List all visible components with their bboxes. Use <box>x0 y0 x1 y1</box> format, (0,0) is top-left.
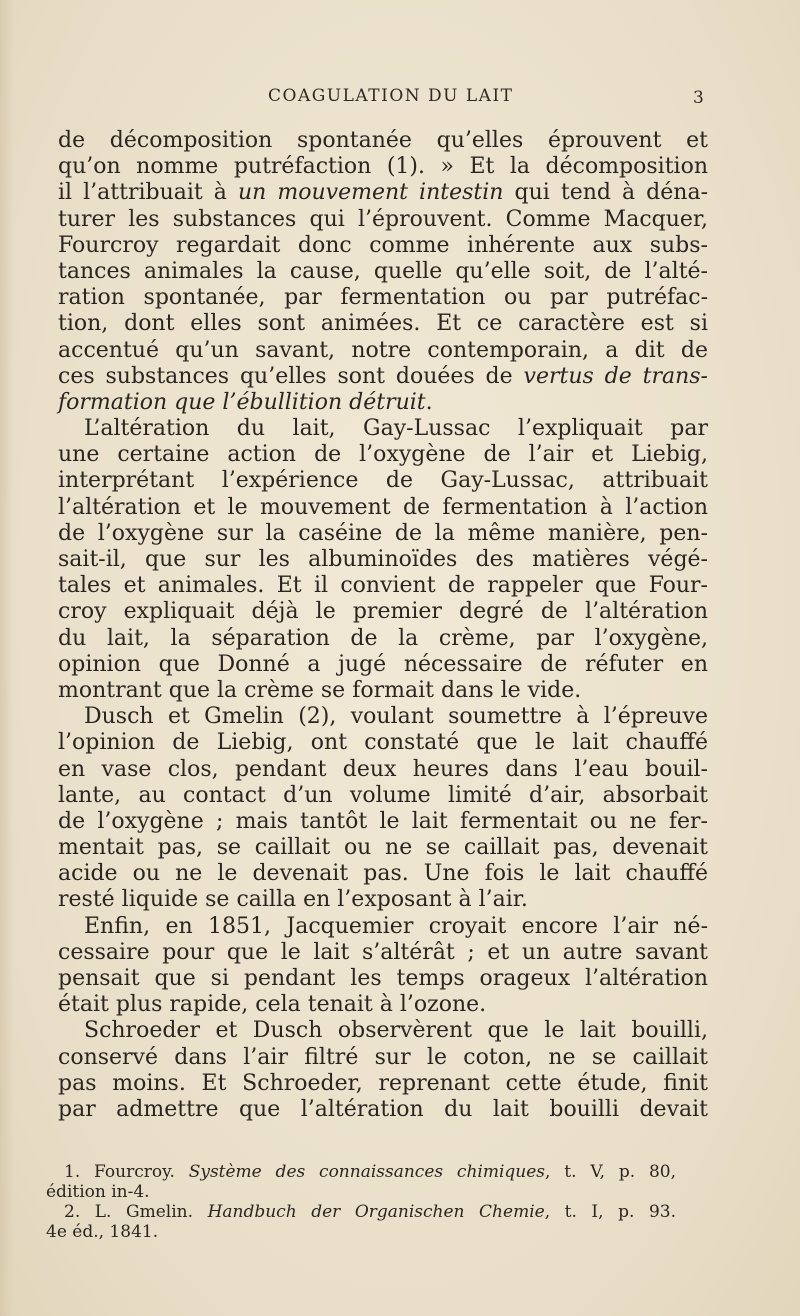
text-line: opinion que Donné a jugé nécessaire de réfuter en <box>58 651 708 677</box>
text-line <box>58 364 708 390</box>
text-line: tances animales la cause, quelle qu’elle soit, de l’alté- <box>58 258 708 284</box>
running-title: COAGULATION DU LAIT <box>268 86 514 106</box>
footnote-line <box>46 1162 676 1182</box>
text-line: Dusch et Gmelin (2), voulant soumettre à l’épreuve <box>84 704 708 730</box>
page-number: 3 <box>693 88 704 108</box>
text-line: conservé dans l’air filtré sur le coton, ne se caillait <box>58 1044 708 1070</box>
footnotes <box>46 1162 676 1242</box>
text-line: par admettre que l’altération du lait bouilli devait <box>58 1096 708 1122</box>
text-segment: il l’attribuait à <box>58 180 238 206</box>
text-line <box>58 180 708 206</box>
text-segment: 2. L. Gmelin. <box>64 1202 208 1222</box>
text-segment: édition in-4. <box>46 1182 150 1202</box>
italic-text: formation que l’ébullition détruit <box>58 389 426 415</box>
text-line: du lait, la séparation de la crème, par l’oxygène, <box>58 625 708 651</box>
footnote-line <box>46 1182 676 1202</box>
text-line: tion, dont elles sont animées. Et ce caractère est si <box>58 311 708 337</box>
italic-text: un mouvement intestin <box>237 180 504 206</box>
text-line: croy expliquait déjà le premier degré de l’altération <box>58 599 708 625</box>
italic-text: Système des connaissances chimiques <box>188 1162 546 1182</box>
text-line: pensait que si pendant les temps orageux l’altération <box>58 966 708 991</box>
text-line: turer les substances qui l’éprouvent. Comme Macquer, <box>58 206 708 232</box>
page-header <box>0 86 800 112</box>
text-line: ration spontanée, par fermentation ou par putréfac- <box>58 285 708 311</box>
text-line: sait-il, que sur les albuminoïdes des matières végé- <box>58 547 708 572</box>
text-segment: ces substances qu’elles sont douées de <box>58 363 524 389</box>
text-line: acide ou ne le devenait pas. Une fois le lait chauffé <box>58 861 708 887</box>
text-line: Fourcroy regardait donc comme inhérente aux subs- <box>58 232 708 258</box>
text-segment: , t. V, p. 80, <box>545 1162 676 1182</box>
text-segment: qui tend à déna- <box>503 180 709 206</box>
text-line: resté liquide se cailla en l’exposant à l’air. <box>58 887 528 913</box>
text-segment: 1. Fourcroy. <box>64 1162 189 1182</box>
text-line: accentué qu’un savant, notre contemporain, a dit de <box>58 337 708 363</box>
text-line: montrant que la crème se formait dans le vide. <box>58 677 582 703</box>
page-edge-shadow <box>0 0 14 1316</box>
text-line: en vase clos, pendant deux heures dans l’eau bouil- <box>58 756 708 782</box>
body-text <box>58 128 708 1123</box>
text-line: L’altération du lait, Gay-Lussac l’expliquait par <box>84 416 708 442</box>
text-segment: , t. I, p. 93. <box>544 1202 676 1222</box>
footnote-line <box>46 1202 676 1222</box>
text-line: interprétant l’expérience de Gay-Lussac, attribuait <box>58 468 708 494</box>
text-line: de décomposition spontanée qu’elles éprouvent et <box>58 128 708 153</box>
text-segment: 4e éd., 1841. <box>46 1222 159 1242</box>
text-line: de l’oxygène ; mais tantôt le lait fermentait ou ne fer- <box>58 808 708 834</box>
text-line <box>58 390 708 416</box>
text-line: de l’oxygène sur la caséine de la même manière, pen- <box>58 520 708 546</box>
text-line: une certaine action de l’oxygène de l’air et Liebig, <box>58 442 708 468</box>
text-line: mentait pas, se caillait ou ne se caillait pas, devenait <box>58 835 708 861</box>
italic-text: Handbuch der Organischen Chemie <box>207 1202 545 1222</box>
text-line: cessaire pour que le lait s’altérât ; et un autre savant <box>58 939 708 965</box>
text-line: lante, au contact d’un volume limité d’air, absorbait <box>58 782 708 808</box>
text-line: était plus rapide, cela tenait à l’ozone. <box>58 992 487 1018</box>
text-line: Enfin, en 1851, Jacquemier croyait encore l’air né- <box>84 913 708 939</box>
text-line: l’opinion de Liebig, ont constaté que le lait chauffé <box>58 730 708 756</box>
text-line: Schroeder et Dusch observèrent que le lait bouilli, <box>84 1018 708 1044</box>
text-line: tales et animales. Et il convient de rappeler que Four- <box>58 573 708 599</box>
text-line: l’altération et le mouvement de fermentation à l’action <box>58 494 708 520</box>
footnote-line <box>46 1222 676 1242</box>
text-line: pas moins. Et Schroeder, reprenant cette étude, finit <box>58 1070 708 1096</box>
text-segment: . <box>425 389 433 415</box>
text-line: qu’on nomme putréfaction (1). » Et la décomposition <box>58 154 708 180</box>
italic-text: vertus de trans- <box>523 363 708 389</box>
